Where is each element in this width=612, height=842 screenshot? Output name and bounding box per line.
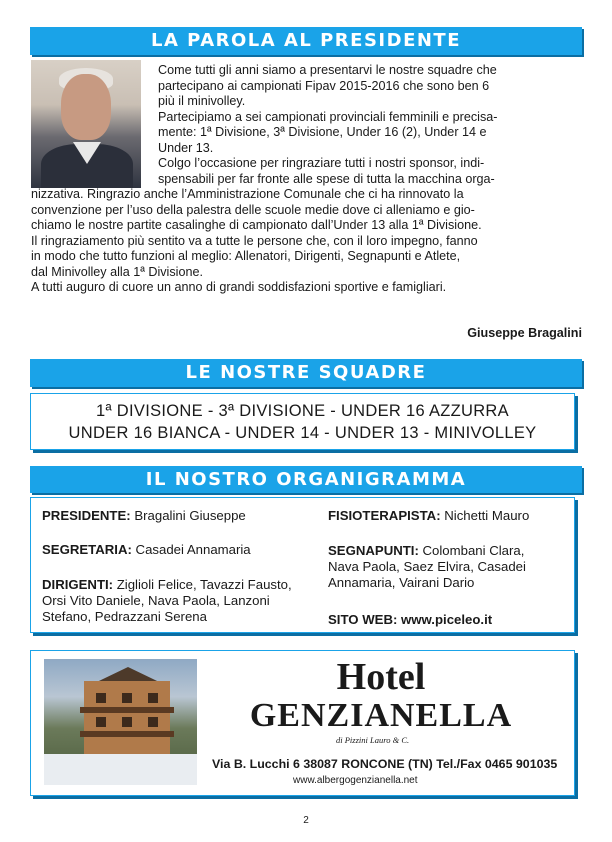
teams-line-1: 1ª DIVISIONE - 3ª DIVISIONE - UNDER 16 AZZURRA bbox=[96, 402, 509, 420]
teams-line-2: UNDER 16 BIANCA - UNDER 14 - UNDER 13 - MINIVOLLEY bbox=[68, 424, 537, 442]
president-text-full: nizzativa. Ringrazio anche l’Amministrazione Comunale che ci ha rinnovato la convenzione per l’uso della palestra delle scuole medie dove ci alleniamo e gio- chiamo le nostre partite casalinghe di campionato dall’Under 13 alla 1ª Divisione. Il ringraziamento più sentito va a tutte le persone che, con il loro impegno, fanno in modo che tutto funzioni al meglio: Allenatori, Dirigenti, Segnapunti e Atlete, dal Minivolley alla 1ª Divisione. A tutti auguro di cuore un anno di grandi soddisfazioni sportive e famigliari. bbox=[31, 187, 482, 294]
president-signature: Giuseppe Bragalini bbox=[467, 326, 582, 340]
org-presidente: PRESIDENTE: Bragalini Giuseppe bbox=[42, 508, 246, 523]
website-link[interactable]: www.piceleo.it bbox=[397, 612, 493, 627]
hotel-word: Hotel bbox=[336, 656, 426, 698]
org-dirigenti: DIRIGENTI: Ziglioli Felice, Tavazzi Fausto, Orsi Vito Daniele, Nava Paola, Lanzoni Stefano, Pedrazzani Serena bbox=[42, 577, 292, 624]
org-fisioterapista: FISIOTERAPISTA: Nichetti Mauro bbox=[328, 508, 530, 523]
section-banner-teams: LE NOSTRE SQUADRE bbox=[30, 359, 582, 387]
hotel-photo bbox=[44, 659, 197, 785]
teams-box bbox=[30, 393, 575, 450]
president-photo bbox=[31, 60, 141, 188]
page-number: 2 bbox=[303, 815, 309, 826]
org-segnapunti: SEGNAPUNTI: Colombani Clara, Nava Paola, Saez Elvira, Casadei Annamaria, Vairani Dario bbox=[328, 543, 526, 590]
president-text-right: Come tutti gli anni siamo a presentarvi le nostre squadre che partecipano ai campionati Fipav 2015-2016 che sono ben 6 più il minivolley. Partecipiamo a sei campionati provinciali femminili e precisa- mente: 1ª Divisione, 3ª Divisione, Under 16 (2), Under 14 e Under 13. Colgo l’occasione per ringraziare tutti i nostri sponsor, indi- spensabili per far fronte alle spese di tutta la macchina orga- bbox=[158, 63, 498, 186]
hotel-address: Via B. Lucchi 6 38087 RONCONE (TN) Tel./Fax 0465 901035 bbox=[212, 757, 558, 771]
org-box bbox=[30, 497, 575, 633]
section-banner-president: LA PAROLA AL PRESIDENTE bbox=[30, 27, 582, 55]
org-segretaria: SEGRETARIA: Casadei Annamaria bbox=[42, 542, 251, 557]
org-sito-web: SITO WEB: www.piceleo.it bbox=[328, 612, 493, 627]
hotel-advertisement bbox=[30, 650, 575, 796]
hotel-name: GENZIANELLA bbox=[249, 697, 513, 734]
section-banner-org: IL NOSTRO ORGANIGRAMMA bbox=[30, 466, 582, 493]
hotel-website-link[interactable]: www.albergogenzianella.net bbox=[293, 775, 418, 786]
hotel-subtitle: di Pizzini Lauro & C. bbox=[336, 735, 410, 745]
